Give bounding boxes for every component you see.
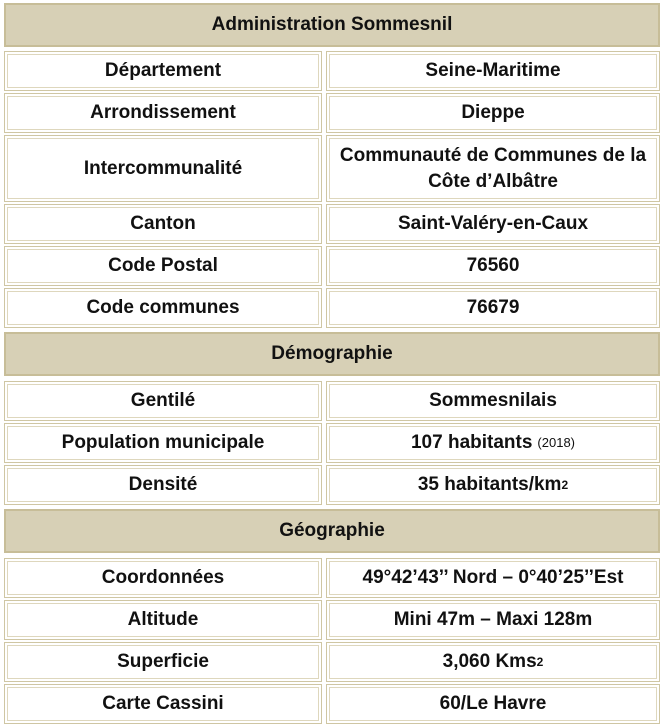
row-label: Code communes <box>4 288 322 328</box>
row-value: 49°42’43’’ Nord – 0°40’25’’Est <box>326 558 660 598</box>
row-value: Mini 47m – Maxi 128m <box>326 600 660 640</box>
row-label: Canton <box>4 204 322 244</box>
population-year-note: (2018) <box>537 435 575 451</box>
section-title: Démographie <box>271 343 393 364</box>
row-label: Altitude <box>4 600 322 640</box>
table-row <box>4 558 660 598</box>
row-value: Sommesnilais <box>326 381 660 421</box>
row-value: 35 habitants/km 2 <box>326 465 660 505</box>
table-row <box>4 423 660 463</box>
row-label: Superficie <box>4 642 322 682</box>
section-header-geographie <box>4 509 660 553</box>
row-label: Carte Cassini <box>4 684 322 724</box>
section-title: Géographie <box>279 520 385 541</box>
row-label: Intercommunalité <box>4 135 322 202</box>
table-row <box>4 51 660 91</box>
row-label: Population municipale <box>4 423 322 463</box>
row-value: Communauté de Communes de la Côte d’Albâtre <box>326 135 660 202</box>
row-value: 76560 <box>326 246 660 286</box>
row-label: Code Postal <box>4 246 322 286</box>
table-row <box>4 684 660 724</box>
section-title: Administration Sommesnil <box>211 14 453 35</box>
row-value: Seine-Maritime <box>326 51 660 91</box>
table-row <box>4 600 660 640</box>
section-header-administration <box>4 3 660 47</box>
row-value: Dieppe <box>326 93 660 133</box>
row-label: Coordonnées <box>4 558 322 598</box>
table-row <box>4 93 660 133</box>
table-row <box>4 204 660 244</box>
row-label: Gentilé <box>4 381 322 421</box>
row-value: 3,060 Kms 2 <box>326 642 660 682</box>
table-row <box>4 642 660 682</box>
row-label: Arrondissement <box>4 93 322 133</box>
table-row <box>4 135 660 202</box>
row-value: 107 habitants (2018) <box>326 423 660 463</box>
row-value: 60/Le Havre <box>326 684 660 724</box>
table-row <box>4 465 660 505</box>
table-row <box>4 381 660 421</box>
row-label: Densité <box>4 465 322 505</box>
row-label: Département <box>4 51 322 91</box>
table-row <box>4 288 660 328</box>
row-value: Saint-Valéry-en-Caux <box>326 204 660 244</box>
row-value: 76679 <box>326 288 660 328</box>
table-row <box>4 246 660 286</box>
section-header-demographie <box>4 332 660 376</box>
